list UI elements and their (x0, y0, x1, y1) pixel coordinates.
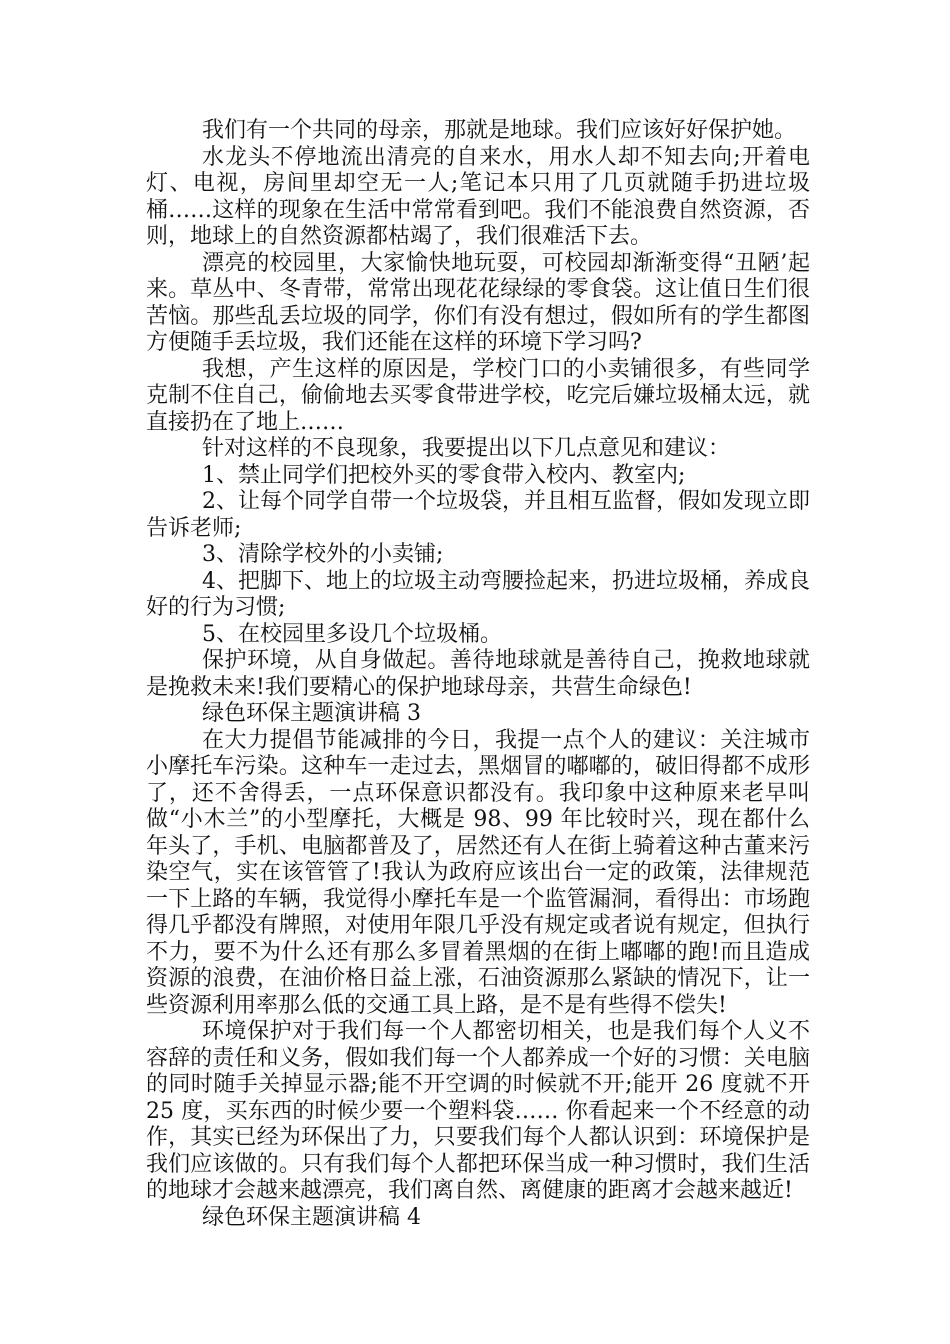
document-body (146, 118, 810, 1231)
suggestion-item-5: 5、在校园里多设几个垃圾桶。 (202, 621, 502, 647)
suggestion-item-3: 3、清除学校外的小卖铺; (202, 542, 444, 567)
motorbike-pollution-paragraph: 在大力提倡节能减排的今日，我提一点个人的建议：关注城市小摩托车污染。这种车一走过去，黑烟冒的嘟嘟的，破旧得都不成形了，还不舍得丢，一点环保意识都没有。我印象中这种原来老早叫做“小木兰”的小型摩托，大概是 98、99 年比较时兴，现在都什么年头了，手机、电脑都普及了，居然还有人在街上骑着这种古董来污染空气，实在该管管了!我认为政府应该出台一定的政策，法律规范一下上路的车辆，我觉得小摩托车是一个监管漏洞，看得出：市场跑得几乎都没有牌照，对使用年限几乎没有规定或者说有规定，但执行不力，要不为什么还有那么多冒着黑烟的在街上嘟嘟的跑!而且造成资源的浪费，在油价格日益上涨，石油资源那么紧缺的情况下，让一些资源利用率那么低的交通工具上路，是不是有些得不偿失! (146, 727, 810, 1018)
campus-litter-paragraph: 漂亮的校园里，大家愉快地玩耍，可校园却渐渐变得“丑陋’起来。草丛中、冬青带，常常出现花花绿绿的零食袋。这让值日生们很苦恼。那些乱丢垃圾的同学，你们有没有想过，假如所有的学生都图方便随手丢垃圾，我们还能在这样的环境下学习吗? (146, 250, 810, 355)
suggestion-item-1: 1、禁止同学们把校外买的零食带入校内、教室内; (202, 462, 686, 488)
conclusion-paragraph: 保护环境，从自身做起。善待地球就是善待自己，挽救地球就是挽救未来!我们要精心的保护地球母亲，共营生命绿色! (146, 648, 810, 700)
cause-paragraph: 我想，产生这样的原因是，学校门口的小卖铺很多，有些同学克制不住自己，偷偷地去买零食带进学校，吃完后嫌垃圾桶太远，就直接扔在了地上…… (146, 356, 810, 435)
suggestions-intro: 针对这样的不良现象，我要提出以下几点意见和建议： (202, 436, 731, 461)
suggestion-item-4: 4、把脚下、地上的垃圾主动弯腰捡起来，扔进垃圾桶，养成良好的行为习惯; (146, 568, 810, 620)
speech-3-heading: 绿色环保主题演讲稿 3 (202, 701, 421, 726)
water-waste-paragraph: 水龙头不停地流出清亮的自来水，用水人却不知去向;开着电灯、电视，房间里却空无一人;笔记本只用了几页就随手扔进垃圾桶……这样的现象在生活中常常看到吧。我们不能浪费自然资源，否则，地球上的自然资源都枯竭了，我们很难活下去。 (146, 144, 810, 249)
habits-paragraph: 环境保护对于我们每一个人都密切相关，也是我们每个人义不容辞的责任和义务，假如我们每一个人都养成一个好的习惯：关电脑的同时随手关掉显示器;能不开空调的时候就不开;能开 26 度就不开 25 度，买东西的时候少要一个塑料袋…… 你看起来一个不经意的动作，其实已经为环保出了力，只要我们每个人都认识到：环境保护是我们应该做的。只有我们每个人都把环保当成一种习惯时，我们生活的地球才会越来越漂亮，我们离自然、离健康的距离才会越来越近! (146, 1019, 810, 1203)
suggestion-item-2: 2、让每个同学自带一个垃圾袋，并且相互监督，假如发现立即告诉老师; (146, 489, 810, 541)
intro-paragraph: 我们有一个共同的母亲，那就是地球。我们应该好好保护她。 (202, 118, 797, 143)
speech-4-heading: 绿色环保主题演讲稿 4 (202, 1204, 421, 1230)
